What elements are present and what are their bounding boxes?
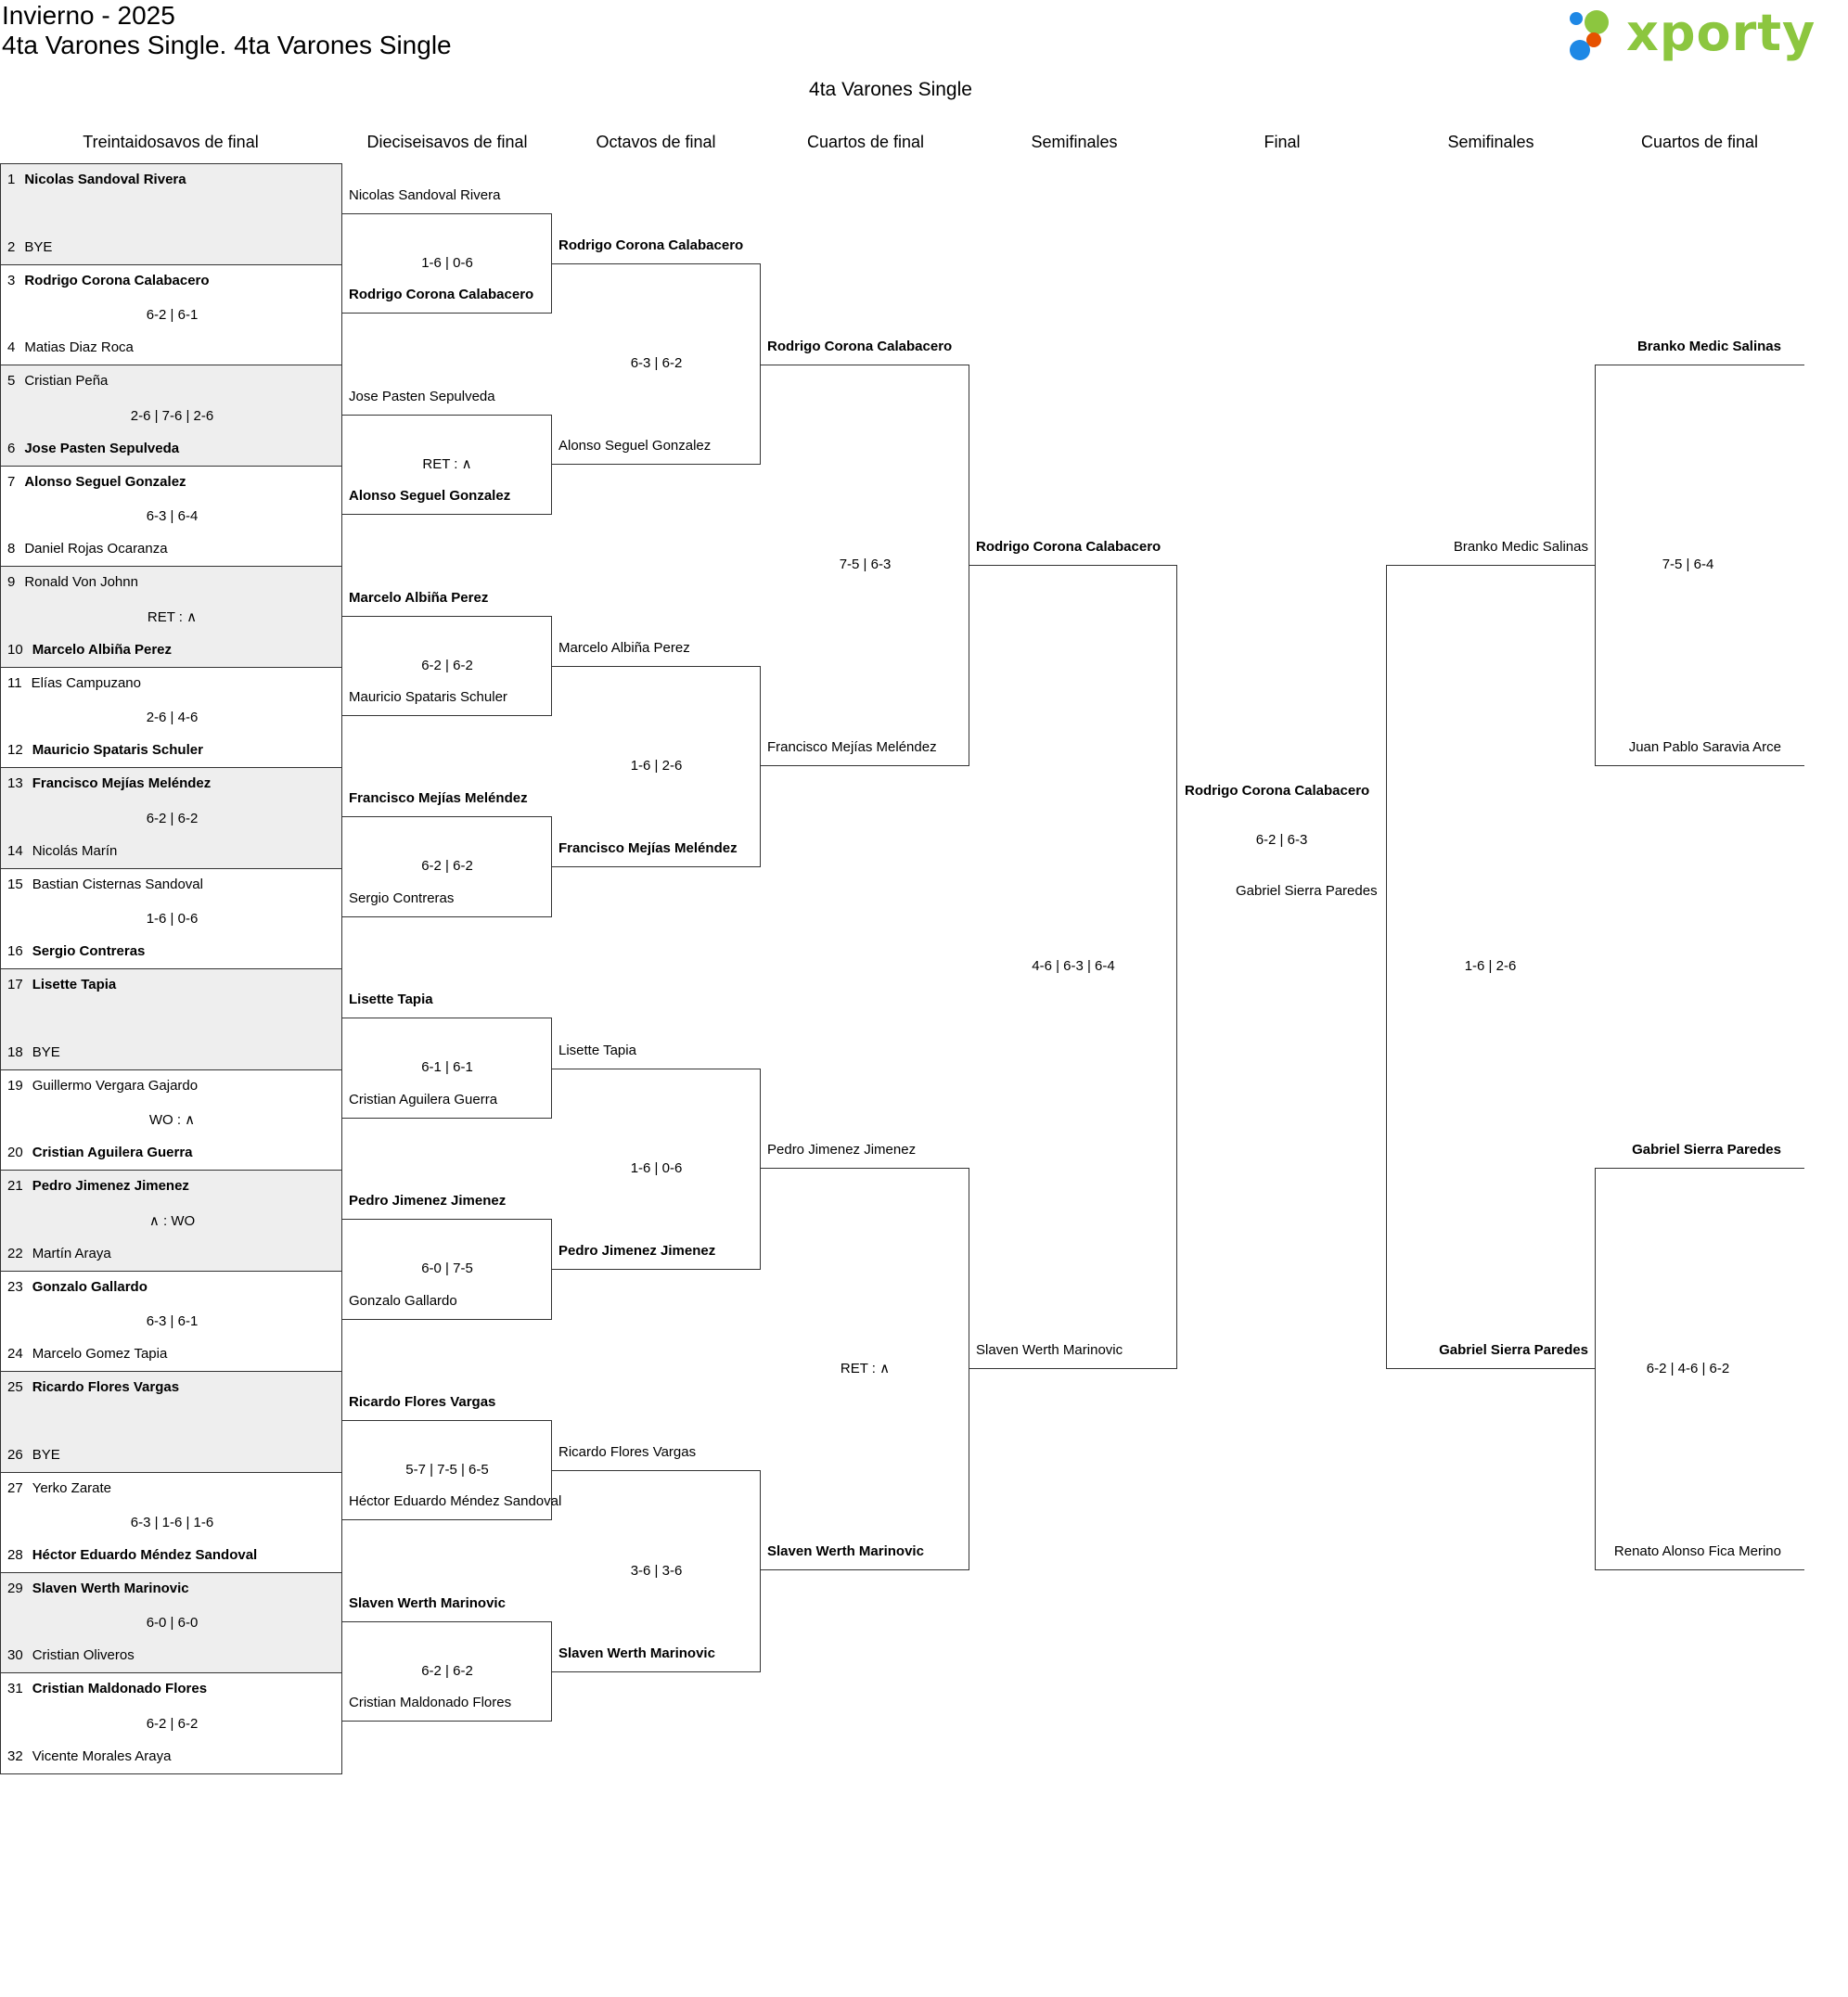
player-name: Yerko Zarate [32, 1480, 112, 1496]
player-line [7, 1748, 172, 1765]
round-header: Semifinales [1031, 133, 1118, 151]
logo-text: xporty [1626, 4, 1816, 62]
match-score: 6-3 | 6-1 [146, 1313, 199, 1329]
seed-number: 29 [7, 1581, 23, 1596]
match-score: 1-6 | 0-6 [630, 1160, 683, 1176]
player-line [7, 642, 172, 659]
player-line [7, 843, 117, 860]
player-name: Pedro Jimenez Jimenez [767, 1142, 917, 1158]
player-name: Alonso Seguel Gonzalez [24, 474, 186, 490]
player-name: Nicolás Marín [32, 843, 118, 859]
seed-number: 21 [7, 1178, 23, 1194]
match-box [0, 868, 342, 969]
player-name: Lisette Tapia [558, 1043, 636, 1058]
player-name: Ricardo Flores Vargas [558, 1444, 697, 1460]
player-name: Cristian Maldonado Flores [32, 1681, 208, 1696]
player-name: Alonso Seguel Gonzalez [558, 438, 712, 454]
player-name: Daniel Rojas Ocaranza [24, 541, 168, 557]
seed-number: 15 [7, 877, 23, 892]
player-name: Gonzalo Gallardo [32, 1279, 148, 1295]
seed-number: 26 [7, 1447, 23, 1463]
player-name: BYE [24, 239, 53, 255]
player-name: Marcelo Albiña Perez [558, 640, 690, 656]
seed-number: 19 [7, 1078, 23, 1094]
seed-number: 14 [7, 843, 23, 859]
round-header: Semifinales [1447, 133, 1534, 151]
match-box [0, 365, 342, 467]
player-name: Francisco Mejías Meléndez [349, 790, 528, 806]
player-line [7, 675, 141, 692]
player-name: BYE [32, 1044, 60, 1060]
player-line [7, 1279, 148, 1296]
player-name: Mauricio Spataris Schuler [32, 742, 203, 758]
match-score: 3-6 | 3-6 [630, 1563, 683, 1579]
player-name: Renato Alonso Fica Merino [1613, 1543, 1781, 1559]
player-name: Slaven Werth Marinovic [32, 1581, 189, 1596]
player-name: Sergio Contreras [349, 890, 455, 906]
xporty-logo [1568, 4, 1816, 62]
match-box [0, 1672, 342, 1774]
match-box [0, 667, 342, 768]
match-score: 6-2 | 6-2 [421, 858, 473, 874]
player-name: Bastian Cisternas Sandoval [32, 877, 203, 892]
round-header: Final [1264, 133, 1301, 151]
player-name: Marcelo Gomez Tapia [32, 1346, 168, 1362]
player-name: Cristian Aguilera Guerra [32, 1145, 193, 1160]
final-loser-name: Gabriel Sierra Paredes [1236, 883, 1378, 899]
player-name: Gonzalo Gallardo [349, 1293, 457, 1309]
seed-number: 32 [7, 1748, 23, 1764]
player-line [7, 441, 179, 457]
match-score: 7-5 | 6-4 [1662, 557, 1714, 572]
player-name: Pedro Jimenez Jimenez [32, 1178, 189, 1194]
player-line [7, 172, 186, 188]
match-score: 4-6 | 6-3 | 6-4 [1032, 958, 1115, 974]
match-box [0, 1271, 342, 1372]
seed-number: 30 [7, 1647, 23, 1663]
seed-number: 25 [7, 1379, 23, 1395]
player-line [7, 1145, 193, 1161]
player-name: Rodrigo Corona Calabacero [976, 539, 1161, 555]
match-box [0, 767, 342, 869]
player-line [7, 1681, 207, 1697]
seed-number: 2 [7, 239, 16, 255]
tournament-title: Invierno - 2025 [2, 1, 175, 30]
player-line [7, 474, 186, 491]
match-score: 6-3 | 6-2 [630, 355, 683, 371]
round-header: Octavos de final [596, 133, 716, 151]
match-score: 6-2 | 6-1 [146, 307, 199, 323]
match-score: 1-6 | 0-6 [421, 255, 473, 271]
seed-number: 8 [7, 541, 16, 557]
player-name: Rodrigo Corona Calabacero [558, 237, 744, 253]
player-line [7, 1647, 135, 1664]
player-name: Slaven Werth Marinovic [767, 1543, 924, 1559]
player-name: Branko Medic Salinas [1636, 339, 1781, 354]
player-name: Juan Pablo Saravia Arce [1628, 739, 1781, 755]
player-line [7, 742, 203, 759]
round-header: Treintaidosavos de final [83, 133, 259, 151]
player-name: Pedro Jimenez Jimenez [558, 1243, 716, 1259]
final-score: 6-2 | 6-3 [1255, 832, 1308, 848]
match-score: 6-2 | 6-2 [146, 1716, 199, 1732]
player-name: Cristian Peña [24, 373, 109, 389]
match-box [0, 1170, 342, 1272]
match-box [0, 1371, 342, 1473]
player-name: Rodrigo Corona Calabacero [349, 287, 534, 302]
seed-number: 27 [7, 1480, 23, 1496]
match-score: 5-7 | 7-5 | 6-5 [405, 1462, 489, 1478]
player-name: Ronald Von Johnn [24, 574, 138, 590]
player-name: Slaven Werth Marinovic [349, 1595, 506, 1611]
player-line [7, 239, 52, 256]
player-line [7, 1480, 111, 1497]
player-name: BYE [32, 1447, 60, 1463]
player-name: Ricardo Flores Vargas [349, 1394, 496, 1410]
seed-number: 18 [7, 1044, 23, 1060]
player-name: Gabriel Sierra Paredes [1439, 1342, 1588, 1358]
seed-number: 5 [7, 373, 16, 389]
player-name: Slaven Werth Marinovic [976, 1342, 1123, 1358]
player-line [7, 1346, 167, 1363]
player-name: Rodrigo Corona Calabacero [24, 273, 210, 288]
match-score: 6-2 | 6-2 [146, 811, 199, 826]
player-name: Guillermo Vergara Gajardo [32, 1078, 199, 1094]
match-score: 1-6 | 0-6 [146, 911, 199, 927]
player-line [7, 1044, 60, 1061]
player-line [7, 339, 134, 356]
match-score: 1-6 | 2-6 [630, 758, 683, 774]
seed-number: 12 [7, 742, 23, 758]
round-header: Dieciseisavos de final [366, 133, 528, 151]
seed-number: 11 [7, 675, 22, 691]
match-score: 6-2 | 4-6 | 6-2 [1646, 1361, 1730, 1376]
bracket-title: 4ta Varones Single [809, 79, 972, 100]
match-box [0, 163, 342, 265]
player-line [7, 943, 145, 960]
player-name: Sergio Contreras [32, 943, 146, 959]
match-score: RET : ∧ [422, 456, 472, 472]
player-line [7, 877, 203, 893]
player-name: Ricardo Flores Vargas [32, 1379, 180, 1395]
player-name: Lisette Tapia [32, 977, 117, 992]
player-line [7, 373, 108, 390]
match-score: 6-3 | 6-4 [146, 508, 199, 524]
round-header: Cuartos de final [1640, 133, 1759, 151]
match-box [0, 264, 342, 365]
player-name: Matias Diaz Roca [24, 339, 134, 355]
player-name: Marcelo Albiña Perez [349, 590, 489, 606]
match-score: RET : ∧ [147, 609, 198, 625]
match-box [0, 968, 342, 1070]
seed-number: 1 [7, 172, 16, 187]
seed-number: 16 [7, 943, 23, 959]
match-box [0, 466, 342, 567]
player-name: Nicolas Sandoval Rivera [349, 187, 501, 203]
player-name: Alonso Seguel Gonzalez [349, 488, 511, 504]
match-score: 2-6 | 4-6 [146, 710, 199, 725]
player-name: Slaven Werth Marinovic [558, 1645, 715, 1661]
seed-number: 20 [7, 1145, 23, 1160]
player-name: Pedro Jimenez Jimenez [349, 1193, 507, 1209]
seed-number: 7 [7, 474, 16, 490]
player-name: Vicente Morales Araya [32, 1748, 172, 1764]
player-name: Francisco Mejías Meléndez [32, 775, 212, 791]
category-title: 4ta Varones Single. 4ta Varones Single [2, 31, 452, 59]
seed-number: 23 [7, 1279, 23, 1295]
seed-number: 24 [7, 1346, 23, 1362]
player-name: Francisco Mejías Meléndez [558, 840, 738, 856]
logo-dot-icon [1570, 12, 1583, 25]
seed-number: 17 [7, 977, 23, 992]
match-box [0, 1069, 342, 1171]
player-name: Héctor Eduardo Méndez Sandoval [349, 1493, 562, 1509]
player-name: Héctor Eduardo Méndez Sandoval [32, 1547, 258, 1563]
player-line [7, 541, 168, 557]
player-line [7, 775, 211, 792]
seed-number: 4 [7, 339, 16, 355]
seed-number: 13 [7, 775, 23, 791]
match-score: ∧ : WO [148, 1213, 196, 1229]
round-header: Cuartos de final [806, 133, 925, 151]
player-line [7, 1178, 189, 1195]
player-name: Marcelo Albiña Perez [32, 642, 173, 658]
player-name: Mauricio Spataris Schuler [349, 689, 507, 705]
player-name: Lisette Tapia [349, 992, 433, 1007]
match-score: 6-0 | 7-5 [421, 1261, 473, 1276]
player-line [7, 1447, 60, 1464]
match-box [0, 1472, 342, 1573]
match-box [0, 1572, 342, 1673]
player-name: Gabriel Sierra Paredes [1632, 1142, 1781, 1158]
match-score: 6-2 | 6-2 [421, 658, 473, 673]
match-score: 1-6 | 2-6 [1464, 958, 1517, 974]
player-name: Francisco Mejías Meléndez [767, 739, 937, 755]
player-name: Rodrigo Corona Calabacero [767, 339, 953, 354]
player-name: Cristian Oliveros [32, 1647, 135, 1663]
player-name: Elías Campuzano [31, 675, 141, 691]
player-name: Cristian Maldonado Flores [349, 1695, 512, 1710]
player-name: Branko Medic Salinas [1453, 539, 1588, 555]
player-line [7, 273, 210, 289]
seed-number: 31 [7, 1681, 23, 1696]
match-score: 7-5 | 6-3 [839, 557, 892, 572]
seed-number: 22 [7, 1246, 23, 1261]
match-score: 6-0 | 6-0 [146, 1615, 199, 1631]
player-line [7, 1379, 179, 1396]
seed-number: 3 [7, 273, 16, 288]
player-line [7, 1581, 189, 1597]
player-line [7, 1078, 198, 1095]
player-line [7, 977, 116, 993]
match-score: 6-3 | 1-6 | 1-6 [130, 1515, 214, 1530]
match-score: 2-6 | 7-6 | 2-6 [130, 408, 214, 424]
match-score: 6-2 | 6-2 [421, 1663, 473, 1679]
logo-dot-icon [1585, 10, 1609, 34]
player-line [7, 1547, 257, 1564]
match-score: 6-1 | 6-1 [421, 1059, 473, 1075]
seed-number: 6 [7, 441, 16, 456]
player-name: Jose Pasten Sepulveda [349, 389, 495, 404]
match-score: WO : ∧ [148, 1112, 196, 1128]
player-name: Cristian Aguilera Guerra [349, 1092, 498, 1107]
logo-dot-icon [1570, 40, 1590, 60]
match-box [0, 566, 342, 668]
final-winner-name: Rodrigo Corona Calabacero [1185, 783, 1370, 799]
seed-number: 10 [7, 642, 23, 658]
player-line [7, 574, 138, 591]
match-score: RET : ∧ [840, 1361, 891, 1376]
seed-number: 28 [7, 1547, 23, 1563]
player-line [7, 1246, 111, 1262]
seed-number: 9 [7, 574, 16, 590]
player-name: Nicolas Sandoval Rivera [24, 172, 186, 187]
player-name: Martín Araya [32, 1246, 111, 1261]
player-name: Jose Pasten Sepulveda [24, 441, 180, 456]
